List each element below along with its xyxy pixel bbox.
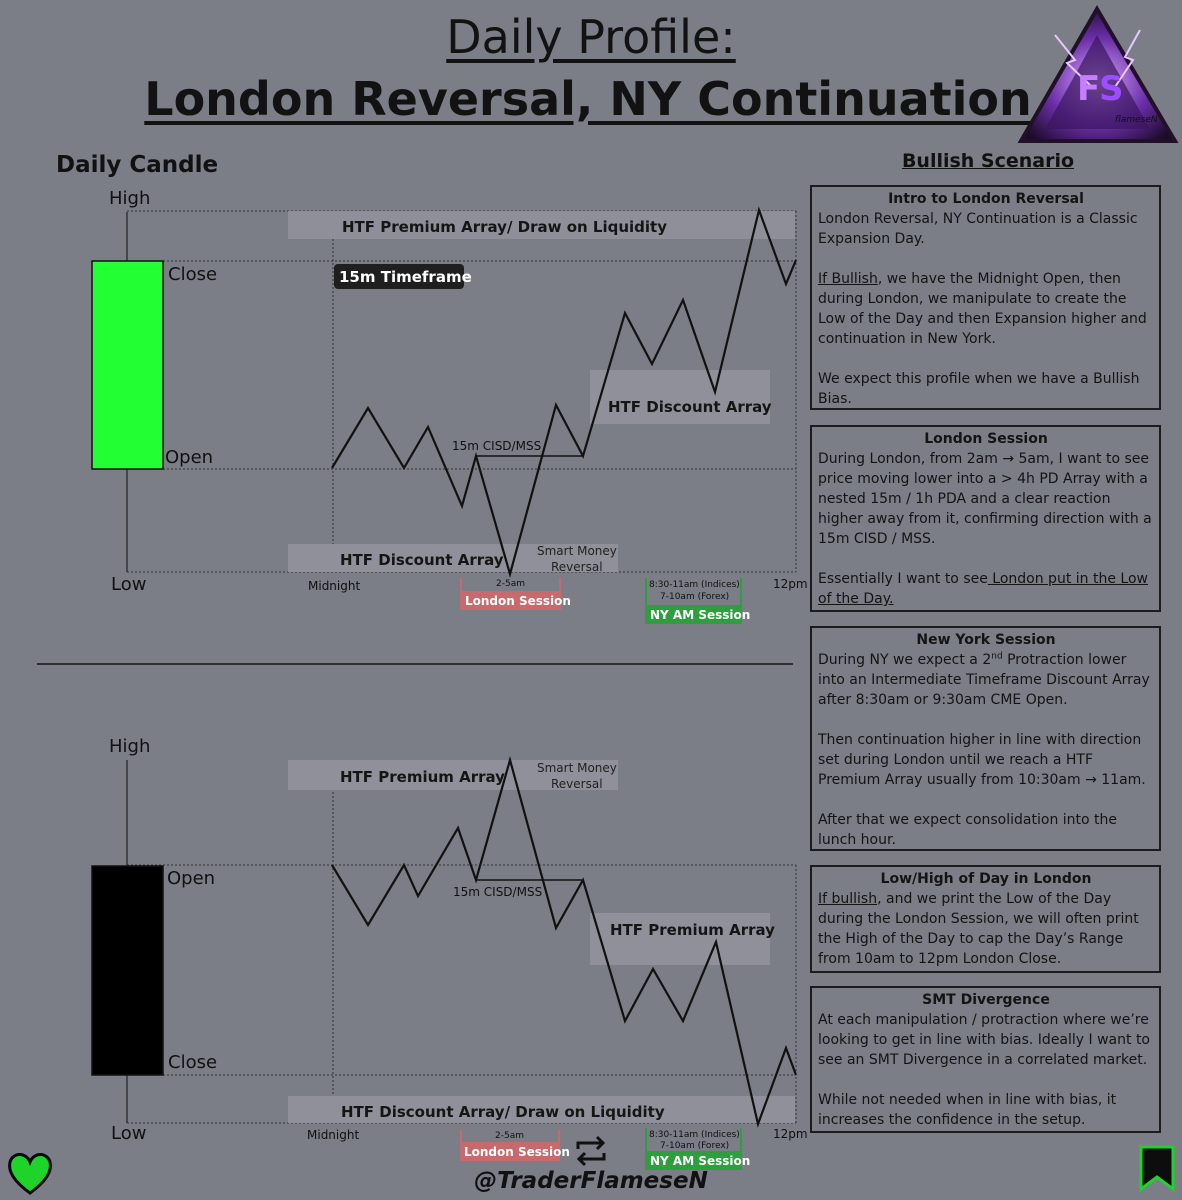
panel-ny-p1-a: During NY we expect a 2 — [818, 652, 992, 668]
bottom-discount-zone-label: HTF Discount Array/ Draw on Liquidity — [341, 1103, 665, 1121]
timeframe-badge-label: 15m Timeframe — [339, 268, 472, 286]
panel-intro-p2-emph: If Bullish — [818, 271, 878, 287]
bottom-smr-label-1: Smart Money — [537, 761, 617, 775]
panel-lowhigh — [810, 865, 1161, 973]
panel-lowhigh-p1-emph: If bullish — [818, 891, 878, 907]
scenario-title: Bullish Scenario — [901, 150, 1075, 172]
panel-ny-title: New York Session — [916, 632, 1056, 648]
svg-text:S: S — [1099, 69, 1124, 109]
bottom-ny-session-label: NY AM Session — [650, 1154, 751, 1168]
panel-london-p2-text: Essentially I want to see — [818, 571, 988, 587]
bottom-open-label: Open — [167, 868, 216, 889]
panel-intro-p2-text: , we have the Midnight Open, then during London, we manipulate to create the Low of the Day and then Expansion higher and continuation in New York. — [818, 271, 1147, 347]
author-handle: @TraderFlameseN — [474, 1168, 708, 1194]
top-noon-label: 12pm — [773, 577, 808, 591]
top-midnight-label: Midnight — [308, 579, 361, 593]
top-chart — [92, 188, 808, 623]
bottom-premium-zone-right-label: HTF Premium Array — [610, 921, 775, 939]
flamesen-logo — [1015, 5, 1180, 150]
panel-smt-title: SMT Divergence — [922, 992, 1050, 1008]
top-london-session-label: London Session — [465, 594, 571, 608]
panel-london-p2 — [818, 569, 1154, 609]
bottom-chart — [92, 736, 808, 1169]
bottom-london-session-label: London Session — [464, 1145, 570, 1159]
top-smr-label-2: Reversal — [551, 560, 603, 574]
bottom-ny-time-1: 8:30-11am (Indices) — [649, 1130, 740, 1140]
panel-intro-p3: We expect this profile when we have a Bullish Bias. — [818, 371, 1140, 407]
bottom-daily-candle — [92, 866, 163, 1075]
bottom-high-label: High — [109, 736, 151, 757]
panel-intro-p2 — [818, 269, 1154, 349]
panel-lowhigh-title: Low/High of Day in London — [880, 871, 1092, 887]
panel-intro — [810, 185, 1161, 410]
svg-text:F: F — [1077, 69, 1101, 109]
top-discount-zone-right-label: HTF Discount Array — [608, 398, 772, 416]
top-ny-time-1: 8:30-11am (Indices) — [649, 580, 740, 590]
panel-intro-p1: London Reversal, NY Continuation is a Classic Expansion Day. — [818, 211, 1138, 247]
panel-lowhigh-p1 — [818, 889, 1154, 969]
panel-london-p2-emph: London put in the Low of the Day. — [818, 571, 1148, 607]
bottom-midnight-label: Midnight — [307, 1128, 360, 1142]
top-ny-time-2: 7-10am (Forex) — [660, 592, 730, 602]
top-smr-label-1: Smart Money — [537, 544, 617, 558]
daily-candle-label: Daily Candle — [56, 152, 219, 178]
top-cisd-label: 15m CISD/MSS — [452, 439, 542, 453]
top-premium-zone-label: HTF Premium Array/ Draw on Liquidity — [342, 218, 668, 236]
panel-ny-p1 — [818, 650, 1154, 710]
top-discount-zone-bottom-label: HTF Discount Array — [340, 551, 504, 569]
panel-smt-p2: While not needed when in line with bias, it increases the confidence in the setup. — [818, 1092, 1117, 1128]
panel-ny-p3: After that we expect consolidation into the lunch hour. — [818, 812, 1118, 848]
panel-london — [810, 425, 1161, 612]
panel-smt-p1: At each manipulation / protraction where we’re looking to get in line with bias. Ideally I want to see an SMT Divergence in a correlated market. — [818, 1012, 1151, 1068]
chart-divider — [37, 663, 793, 665]
bookmark-icon[interactable] — [1138, 1144, 1176, 1192]
panel-london-title: London Session — [924, 431, 1048, 447]
page-title: Daily Profile: — [446, 10, 736, 64]
page-subtitle: London Reversal, NY Continuation — [144, 72, 1032, 126]
top-ny-session-label: NY AM Session — [650, 608, 751, 622]
bottom-ny-time-2: 7-10am (Forex) — [660, 1141, 730, 1151]
top-daily-candle — [92, 261, 163, 469]
top-london-time: 2-5am — [496, 579, 525, 589]
panel-ny-p2: Then continuation higher in line with direction set during London until we reach a HTF Premium Array usually from 10:30am → 11am. — [818, 732, 1146, 788]
panel-ny-p1-b: Protraction lower into an Intermediate Timeframe Discount Array after 8:30am or 9:30am CME Open. — [818, 652, 1150, 708]
top-high-label: High — [109, 188, 151, 209]
panel-intro-title: Intro to London Reversal — [888, 191, 1084, 207]
panel-ny — [810, 626, 1161, 851]
logo-text: flameseN — [1115, 115, 1158, 125]
top-open-label: Open — [165, 447, 214, 468]
panel-lowhigh-p1-text: , and we print the Low of the Day during the London Session, we will often print the High of the Day to cap the Day’s Range from 10am to 12pm London Close. — [818, 891, 1139, 967]
panel-london-p1: During London, from 2am → 5am, I want to see price moving lower into a > 4h PD Array with a nested 15m / 1h PDA and a clear reaction higher away from it, confirming direction with a 15m CISD / MSS. — [818, 451, 1152, 547]
bottom-premium-zone-top-label: HTF Premium Array — [340, 768, 505, 786]
top-close-label: Close — [168, 264, 218, 285]
bottom-london-time: 2-5am — [495, 1131, 524, 1141]
bottom-low-label: Low — [111, 1123, 147, 1144]
bottom-noon-label: 12pm — [773, 1127, 808, 1141]
bottom-cisd-label: 15m CISD/MSS — [453, 885, 543, 899]
top-low-label: Low — [111, 574, 147, 595]
panel-ny-p1-sup: nd — [991, 651, 1003, 662]
bottom-smr-label-2: Reversal — [551, 777, 603, 791]
bottom-close-label: Close — [168, 1052, 218, 1073]
repost-icon[interactable] — [572, 1133, 610, 1169]
panel-smt — [810, 986, 1161, 1133]
